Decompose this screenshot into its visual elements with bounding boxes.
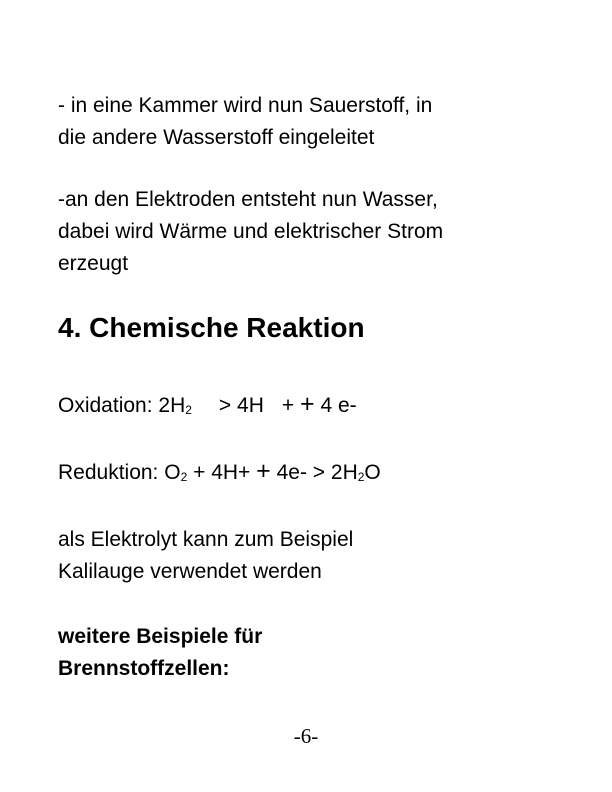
paragraph-electrodes-water <box>58 184 578 280</box>
reduction-plus-big: + <box>256 457 271 485</box>
oxidation-equation <box>58 389 357 425</box>
text-line: die andere Wasserstoff eingeleitet <box>58 126 375 149</box>
paragraph-more-examples <box>58 621 578 685</box>
reduction-label: Reduktion: O <box>58 461 181 484</box>
text-line: - in eine Kammer wird nun Sauerstoff, in <box>58 94 433 117</box>
text-line: Kalilauge verwendet werden <box>58 560 322 583</box>
reduction-middle: + 4H+ <box>187 461 257 484</box>
reduction-subscript-2: 2 <box>357 470 365 484</box>
paragraph-chamber-gases <box>58 90 578 154</box>
text-line: als Elektrolyt kann zum Beispiel <box>58 528 354 551</box>
page-number: -6- <box>293 724 319 748</box>
oxidation-electrons: 4 e- <box>320 394 357 417</box>
section-heading: 4. Chemische Reaktion <box>58 312 365 343</box>
text-line: dabei wird Wärme und elektrischer Strom <box>58 220 444 243</box>
oxidation-product: > 4H <box>218 394 264 417</box>
reduction-after: 4e- > 2H <box>270 461 358 484</box>
reduction-end: O <box>364 461 381 484</box>
paragraph-electrolyte <box>58 524 578 588</box>
oxidation-plus-small: + <box>281 394 295 417</box>
text-line: erzeugt <box>58 252 129 275</box>
text-line: -an den Elektroden entsteht nun Wasser, <box>58 188 438 211</box>
text-line: weitere Beispiele für <box>58 625 263 648</box>
oxidation-label: Oxidation: 2H <box>58 394 186 417</box>
oxidation-plus-big: + <box>299 390 315 418</box>
text-line: Brennstoffzellen: <box>58 657 230 680</box>
reduction-subscript-1: 2 <box>180 470 188 484</box>
oxidation-subscript: 2 <box>185 403 192 417</box>
reduction-equation <box>58 456 381 492</box>
